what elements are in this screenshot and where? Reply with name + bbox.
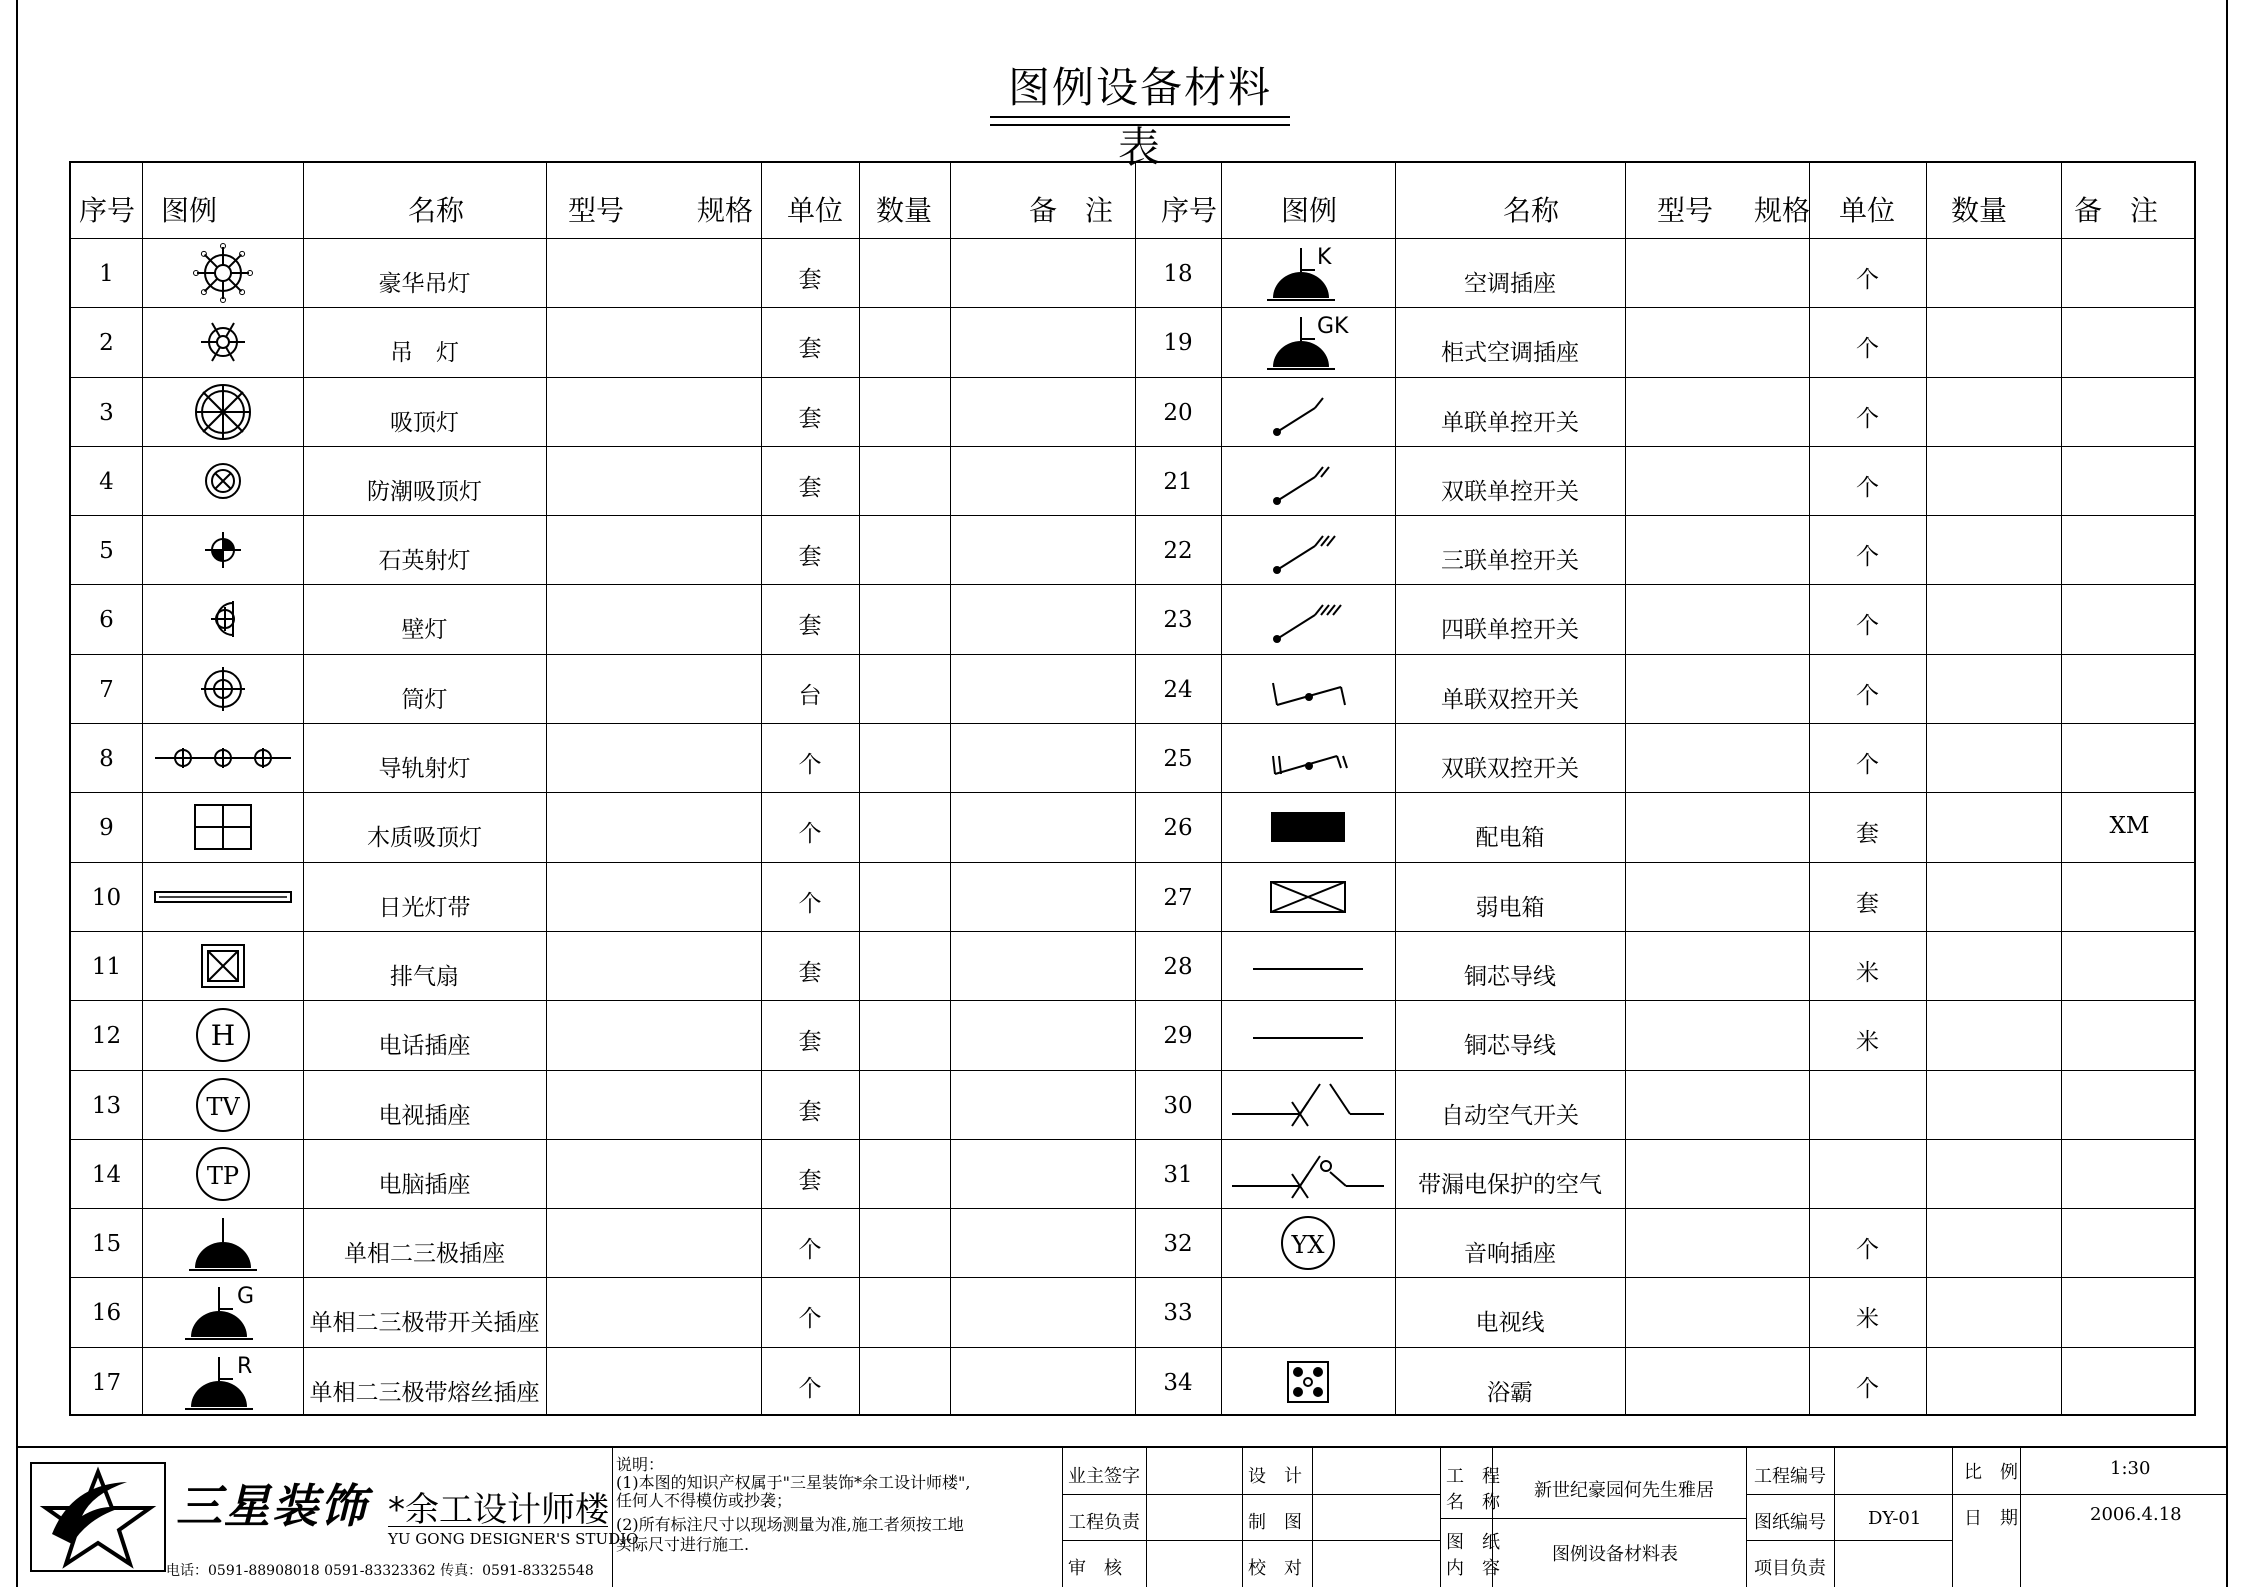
row-number: 20 bbox=[1163, 399, 1193, 426]
column-divider bbox=[950, 163, 951, 1414]
row-number: 32 bbox=[1163, 1230, 1193, 1257]
item-unit: 套 bbox=[798, 474, 822, 501]
pendant-lamp-icon bbox=[197, 316, 249, 372]
check-label: 校 对 bbox=[1248, 1558, 1302, 1579]
air-breaker-icon bbox=[1230, 1080, 1386, 1134]
star-logo-icon bbox=[32, 1464, 164, 1570]
item-name: 双联单控开关 bbox=[1441, 478, 1579, 505]
item-unit: 米 bbox=[1856, 1029, 1879, 1055]
header-seq: 序号 bbox=[79, 194, 136, 227]
item-unit: 套 bbox=[798, 959, 822, 986]
item-name: 铜芯导线 bbox=[1464, 963, 1556, 990]
header-model: 型号 bbox=[1657, 194, 1714, 227]
item-name: 石英射灯 bbox=[378, 547, 471, 574]
track-spotlight-icon bbox=[153, 736, 293, 784]
ceiling-lamp-icon bbox=[193, 382, 253, 446]
row-number: 13 bbox=[91, 1092, 122, 1119]
tb-divider bbox=[1062, 1494, 1440, 1495]
item-unit: 套 bbox=[798, 336, 822, 362]
wall-lamp-icon bbox=[203, 597, 243, 645]
svg-text:GK: GK bbox=[1317, 314, 1349, 339]
item-unit: 个 bbox=[1856, 682, 1879, 709]
row-number: 28 bbox=[1163, 953, 1193, 980]
row-number: 25 bbox=[1163, 745, 1193, 772]
drawing-no-value: DY-01 bbox=[1868, 1508, 1922, 1529]
item-unit: 套 bbox=[798, 543, 822, 570]
item-name: 单相二三极带开关插座 bbox=[309, 1310, 540, 1336]
row-number: 23 bbox=[1163, 607, 1193, 633]
title-block bbox=[16, 1446, 2228, 1587]
row-number: 27 bbox=[1163, 884, 1193, 911]
item-name: 吊 灯 bbox=[390, 340, 459, 366]
tb-divider bbox=[1746, 1540, 1952, 1541]
item-unit: 个 bbox=[798, 751, 822, 778]
item-unit: 套 bbox=[798, 266, 822, 293]
project-name-value: 新世纪豪园何先生雅居 bbox=[1534, 1480, 1714, 1501]
row-divider bbox=[71, 584, 2194, 585]
row-divider bbox=[71, 792, 2194, 793]
project-name-label: 工 程 bbox=[1446, 1466, 1500, 1487]
fluorescent-strip-icon bbox=[153, 888, 293, 910]
item-name: 吸顶灯 bbox=[390, 409, 459, 436]
item-unit: 台 bbox=[798, 682, 822, 709]
item-name: 电视线 bbox=[1475, 1310, 1545, 1336]
row-number: 18 bbox=[1163, 260, 1193, 287]
item-name: 自动空气开关 bbox=[1441, 1102, 1579, 1129]
item-name: 壁灯 bbox=[401, 617, 448, 643]
row-number: 22 bbox=[1163, 537, 1193, 564]
row-number: 2 bbox=[99, 330, 114, 356]
quad-switch-icon bbox=[1263, 589, 1353, 653]
row-number: 8 bbox=[99, 745, 114, 772]
row-divider bbox=[71, 1347, 2194, 1348]
item-name: 四联单控开关 bbox=[1441, 617, 1579, 643]
row-divider bbox=[71, 1277, 2194, 1278]
item-unit: 个 bbox=[1856, 751, 1879, 778]
column-divider bbox=[1625, 163, 1626, 1414]
item-name: 电脑插座 bbox=[378, 1171, 471, 1198]
item-name: 音响插座 bbox=[1464, 1240, 1556, 1267]
row-number: 16 bbox=[91, 1300, 122, 1326]
row-divider bbox=[71, 446, 2194, 447]
item-unit: 个 bbox=[1856, 1236, 1879, 1263]
project-no-label: 工程编号 bbox=[1754, 1466, 1826, 1487]
item-name: 豪华吊灯 bbox=[378, 270, 471, 297]
item-unit: 个 bbox=[1856, 336, 1879, 362]
copper-wire-icon bbox=[1251, 1029, 1365, 1048]
review-label: 审 核 bbox=[1068, 1558, 1122, 1579]
item-name: 单相二三极带熔丝插座 bbox=[309, 1379, 540, 1406]
item-unit: 个 bbox=[798, 1236, 822, 1263]
item-unit: 个 bbox=[798, 821, 822, 847]
row-number: 9 bbox=[99, 815, 114, 841]
item-unit: 个 bbox=[798, 890, 822, 917]
header-model: 型号 bbox=[568, 194, 625, 227]
column-divider bbox=[1926, 163, 1927, 1414]
drawing-content-label: 内 容 bbox=[1446, 1558, 1500, 1579]
phone-socket-icon bbox=[193, 1005, 253, 1069]
row-number: 4 bbox=[99, 468, 114, 495]
item-name: 配电箱 bbox=[1475, 825, 1545, 851]
row-number: 5 bbox=[99, 537, 114, 564]
item-unit: 个 bbox=[1856, 613, 1879, 639]
svg-text:K: K bbox=[1317, 244, 1332, 270]
weak-current-box-icon bbox=[1269, 880, 1347, 918]
drawing-content-value: 图例设备材料表 bbox=[1552, 1544, 1678, 1565]
triple-switch-icon bbox=[1263, 520, 1353, 584]
exhaust-fan-icon bbox=[200, 943, 246, 993]
header-note: 备 注 bbox=[1029, 194, 1114, 227]
date-label: 日 期 bbox=[1964, 1508, 2018, 1529]
item-name: 单联单控开关 bbox=[1441, 409, 1579, 436]
tb-divider bbox=[1834, 1448, 1835, 1587]
item-unit: 个 bbox=[1856, 405, 1879, 432]
row-number: 21 bbox=[1163, 468, 1193, 495]
audio-socket-icon bbox=[1278, 1213, 1338, 1277]
row-number: 6 bbox=[99, 607, 114, 633]
item-name: 筒灯 bbox=[401, 686, 448, 713]
header-unit: 单位 bbox=[787, 194, 844, 227]
socket-with-switch-icon bbox=[183, 1281, 263, 1347]
svg-text:TP: TP bbox=[206, 1161, 239, 1190]
column-divider bbox=[859, 163, 860, 1414]
page-title: 图例设备材料表 bbox=[1007, 63, 1272, 172]
row-number: 31 bbox=[1163, 1161, 1193, 1188]
header-note: 备 注 bbox=[2074, 194, 2159, 227]
item-unit: 个 bbox=[1856, 1375, 1879, 1402]
drawing-content-label: 图 纸 bbox=[1446, 1532, 1500, 1553]
item-name: 单相二三极插座 bbox=[344, 1240, 505, 1267]
row-number: 15 bbox=[91, 1230, 122, 1257]
single-switch-icon bbox=[1263, 382, 1353, 446]
row-divider bbox=[71, 1208, 2194, 1209]
column-divider bbox=[546, 163, 547, 1414]
date-value: 2006.4.18 bbox=[2090, 1504, 2182, 1525]
item-name: 木质吸顶灯 bbox=[367, 825, 482, 851]
item-name: 铜芯导线 bbox=[1464, 1033, 1556, 1059]
note-line: (2)所有标注尺寸以现场测量为准,施工者须按工地 bbox=[616, 1515, 964, 1534]
tb-divider bbox=[1746, 1448, 1747, 1587]
legend-table bbox=[69, 161, 2196, 1416]
double-two-way-switch-icon bbox=[1265, 734, 1351, 786]
row-divider bbox=[71, 1139, 2194, 1140]
tb-divider bbox=[612, 1448, 613, 1587]
header-seq: 序号 bbox=[1161, 194, 1218, 227]
item-name: 导轨射灯 bbox=[378, 755, 471, 782]
row-number: 10 bbox=[91, 884, 122, 911]
contact-info: 电话：0591-88908018 0591-83323362 传真：0591-83325548 bbox=[166, 1563, 594, 1579]
svg-text:H: H bbox=[210, 1019, 235, 1052]
drawing-no-label: 图纸编号 bbox=[1754, 1512, 1826, 1533]
item-unit: 个 bbox=[1856, 543, 1879, 570]
item-note: XM bbox=[2109, 813, 2150, 839]
item-name: 带漏电保护的空气 bbox=[1418, 1171, 1602, 1198]
item-unit: 套 bbox=[798, 613, 822, 639]
header-spec: 规格 bbox=[1754, 194, 1811, 227]
ac-socket-icon bbox=[1265, 242, 1351, 308]
item-name: 电视插座 bbox=[378, 1102, 471, 1129]
header-unit: 单位 bbox=[1839, 194, 1896, 227]
row-number: 19 bbox=[1163, 330, 1193, 356]
row-number: 30 bbox=[1163, 1092, 1193, 1119]
scale-value: 1:30 bbox=[2110, 1458, 2151, 1479]
item-name: 双联双控开关 bbox=[1441, 755, 1579, 782]
item-lead-label: 项目负责 bbox=[1754, 1558, 1826, 1579]
row-divider bbox=[71, 307, 2194, 308]
row-number: 1 bbox=[99, 260, 114, 287]
studio-name: *余工设计师楼 bbox=[388, 1490, 609, 1530]
cabinet-ac-socket-icon bbox=[1265, 311, 1351, 377]
socket-with-fuse-icon bbox=[183, 1351, 263, 1417]
item-unit: 个 bbox=[1856, 474, 1879, 501]
item-unit: 个 bbox=[798, 1375, 822, 1402]
company-logo bbox=[30, 1462, 166, 1572]
scale-label: 比 例 bbox=[1964, 1462, 2018, 1483]
item-unit: 套 bbox=[798, 405, 822, 432]
row-divider bbox=[71, 238, 2194, 239]
item-unit: 套 bbox=[1856, 890, 1879, 917]
title-underline bbox=[990, 116, 1290, 118]
wood-ceiling-lamp-icon bbox=[193, 803, 253, 855]
row-number: 26 bbox=[1163, 815, 1193, 841]
item-name: 电话插座 bbox=[378, 1033, 471, 1059]
distribution-box-icon bbox=[1269, 810, 1347, 848]
row-number: 17 bbox=[91, 1369, 122, 1396]
moisture-proof-lamp-icon bbox=[203, 461, 243, 505]
item-unit: 个 bbox=[798, 1306, 822, 1332]
studio-name-en: YU GONG DESIGNER'S STUDIO bbox=[388, 1530, 639, 1548]
svg-text:G: G bbox=[236, 1284, 254, 1309]
item-name: 浴霸 bbox=[1487, 1379, 1533, 1406]
row-number: 14 bbox=[91, 1161, 122, 1188]
row-divider bbox=[71, 515, 2194, 516]
header-symbol: 图例 bbox=[161, 194, 218, 227]
svg-text:R: R bbox=[236, 1353, 252, 1379]
header-name: 名称 bbox=[408, 194, 465, 227]
tb-divider bbox=[1146, 1448, 1147, 1587]
tb-divider bbox=[1746, 1494, 2226, 1495]
row-number: 11 bbox=[91, 953, 122, 980]
item-unit: 米 bbox=[1856, 959, 1879, 986]
tv-socket-icon bbox=[193, 1075, 253, 1139]
item-name: 三联单控开关 bbox=[1441, 547, 1579, 574]
header-symbol: 图例 bbox=[1281, 194, 1338, 227]
double-switch-icon bbox=[1263, 451, 1353, 515]
note-line: 实际尺寸进行施工. bbox=[616, 1535, 750, 1554]
studio-underline bbox=[388, 1526, 608, 1527]
tb-divider bbox=[1242, 1448, 1243, 1587]
project-lead-label: 工程负责 bbox=[1068, 1512, 1140, 1533]
item-unit: 套 bbox=[798, 1167, 822, 1194]
note-line: 说明： bbox=[616, 1455, 665, 1474]
item-name: 弱电箱 bbox=[1475, 894, 1545, 921]
row-divider bbox=[71, 931, 2194, 932]
item-unit: 个 bbox=[1856, 266, 1879, 293]
row-divider bbox=[71, 723, 2194, 724]
title-underline bbox=[990, 124, 1290, 126]
bath-heater-icon bbox=[1286, 1360, 1330, 1408]
row-divider bbox=[71, 377, 2194, 378]
project-name-label: 名 称 bbox=[1446, 1492, 1500, 1513]
column-divider bbox=[142, 163, 143, 1414]
chandelier-luxury-icon bbox=[193, 243, 253, 307]
owner-sign-label: 业主签字 bbox=[1068, 1466, 1140, 1487]
design-label: 设 计 bbox=[1248, 1466, 1302, 1487]
item-unit: 套 bbox=[798, 1029, 822, 1055]
socket-2-3-pole-icon bbox=[187, 1212, 259, 1278]
copper-wire-icon bbox=[1251, 960, 1365, 979]
row-number: 29 bbox=[1163, 1023, 1193, 1049]
row-divider bbox=[71, 654, 2194, 655]
row-divider bbox=[71, 862, 2194, 863]
header-name: 名称 bbox=[1503, 194, 1560, 227]
row-number: 12 bbox=[91, 1023, 122, 1049]
item-name: 防潮吸顶灯 bbox=[367, 478, 482, 505]
tb-divider bbox=[1062, 1540, 1440, 1541]
quartz-spotlight-icon bbox=[203, 530, 243, 574]
column-divider bbox=[1221, 163, 1222, 1414]
tb-divider bbox=[1062, 1448, 1063, 1587]
header-spec: 规格 bbox=[697, 194, 754, 227]
row-number: 24 bbox=[1163, 676, 1193, 703]
svg-text:TV: TV bbox=[205, 1092, 240, 1121]
item-unit: 米 bbox=[1856, 1306, 1879, 1332]
tb-divider bbox=[1952, 1448, 1953, 1587]
tb-divider bbox=[2020, 1448, 2021, 1587]
item-unit: 套 bbox=[1856, 821, 1879, 847]
tb-divider bbox=[1312, 1448, 1313, 1587]
row-divider bbox=[71, 1000, 2194, 1001]
rcd-breaker-icon bbox=[1230, 1146, 1386, 1206]
note-line: 任何人不得模仿或抄袭； bbox=[616, 1491, 793, 1510]
row-divider bbox=[71, 1070, 2194, 1071]
row-number: 7 bbox=[99, 676, 114, 703]
item-name: 柜式空调插座 bbox=[1441, 340, 1579, 366]
header-qty: 数量 bbox=[876, 194, 933, 227]
item-name: 单联双控开关 bbox=[1441, 686, 1579, 713]
item-name: 排气扇 bbox=[390, 963, 459, 990]
header-qty: 数量 bbox=[1951, 194, 2008, 227]
computer-socket-icon bbox=[193, 1144, 253, 1208]
downlight-icon bbox=[199, 665, 247, 717]
row-number: 3 bbox=[99, 399, 114, 426]
drafting-label: 制 图 bbox=[1248, 1512, 1302, 1533]
logo-text: 三星装饰 bbox=[176, 1479, 368, 1533]
note-line: (1)本图的知识产权属于"三星装饰*余工设计师楼", bbox=[616, 1473, 971, 1492]
item-unit: 套 bbox=[798, 1098, 822, 1125]
single-two-way-switch-icon bbox=[1265, 665, 1351, 717]
svg-text:YX: YX bbox=[1291, 1230, 1325, 1259]
item-name: 空调插座 bbox=[1464, 270, 1556, 297]
column-divider bbox=[2061, 163, 2062, 1414]
tb-divider bbox=[1440, 1518, 1746, 1519]
row-number: 33 bbox=[1163, 1300, 1193, 1326]
item-name: 日光灯带 bbox=[378, 894, 471, 921]
row-number: 34 bbox=[1163, 1369, 1193, 1396]
